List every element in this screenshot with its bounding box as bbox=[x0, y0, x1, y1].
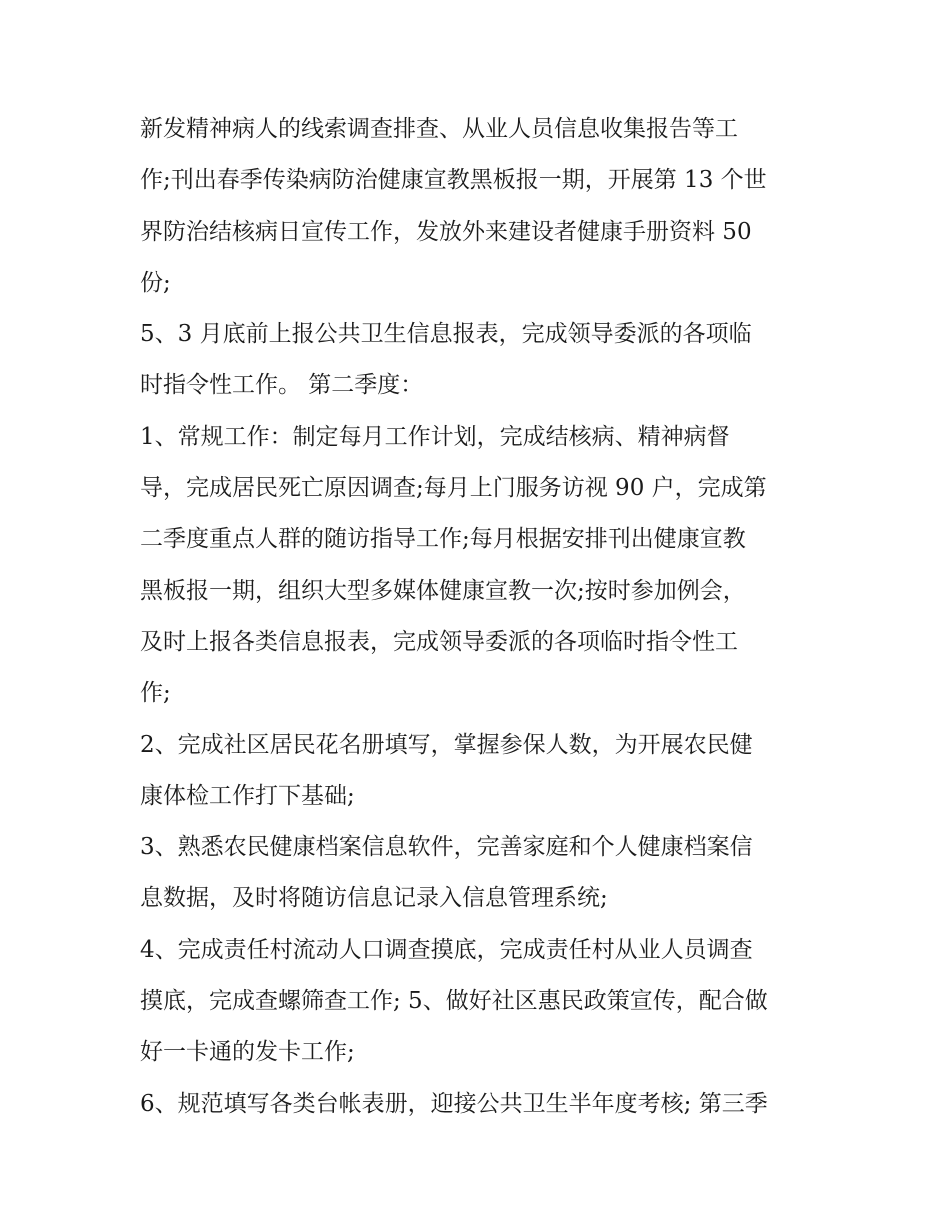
text-line: 时指令性工作。 第二季度： bbox=[140, 372, 424, 399]
text-line: 好一卡通的发卡工作; bbox=[140, 1039, 355, 1066]
text-line: 二季度重点人群的随访指导工作;每月根据安排刊出健康宣教 bbox=[140, 526, 746, 553]
text-line: 2、完成社区居民花名册填写，掌握参保人数，为开展农民健 bbox=[140, 731, 753, 758]
text-line: 导，完成居民死亡原因调查;每月上门服务访视 90 户，完成第 bbox=[140, 475, 767, 502]
text-line: 3、熟悉农民健康档案信息软件，完善家庭和个人健康档案信 bbox=[140, 834, 753, 861]
text-line: 摸底，完成查螺筛查工作; 5、做好社区惠民政策宣传，配合做 bbox=[140, 988, 768, 1015]
text-line: 作;刊出春季传染病防治健康宣教黑板报一期，开展第 13 个世 bbox=[140, 167, 767, 194]
text-line: 康体检工作打下基础; bbox=[140, 782, 355, 809]
text-line: 6、规范填写各类台帐表册，迎接公共卫生半年度考核; 第三季 bbox=[140, 1090, 768, 1117]
text-line: 新发精神病人的线索调查排查、从业人员信息收集报告等工 bbox=[140, 116, 738, 142]
text-line: 1、常规工作：制定每月工作计划，完成结核病、精神病督 bbox=[140, 423, 730, 450]
text-line: 份; bbox=[140, 269, 171, 296]
document-body bbox=[140, 104, 820, 1130]
text-line: 息数据，及时将随访信息记录入信息管理系统; bbox=[140, 885, 608, 912]
text-line: 黑板报一期，组织大型多媒体健康宣教一次;按时参加例会， bbox=[140, 577, 746, 604]
text-line: 作; bbox=[140, 680, 171, 707]
text-line: 4、完成责任村流动人口调查摸底，完成责任村从业人员调查 bbox=[140, 936, 753, 963]
text-line: 及时上报各类信息报表，完成领导委派的各项临时指令性工 bbox=[140, 628, 738, 655]
text-line: 界防治结核病日宣传工作，发放外来建设者健康手册资料 50 bbox=[140, 218, 752, 245]
text-line: 5、3 月底前上报公共卫生信息报表，完成领导委派的各项临 bbox=[140, 321, 752, 348]
